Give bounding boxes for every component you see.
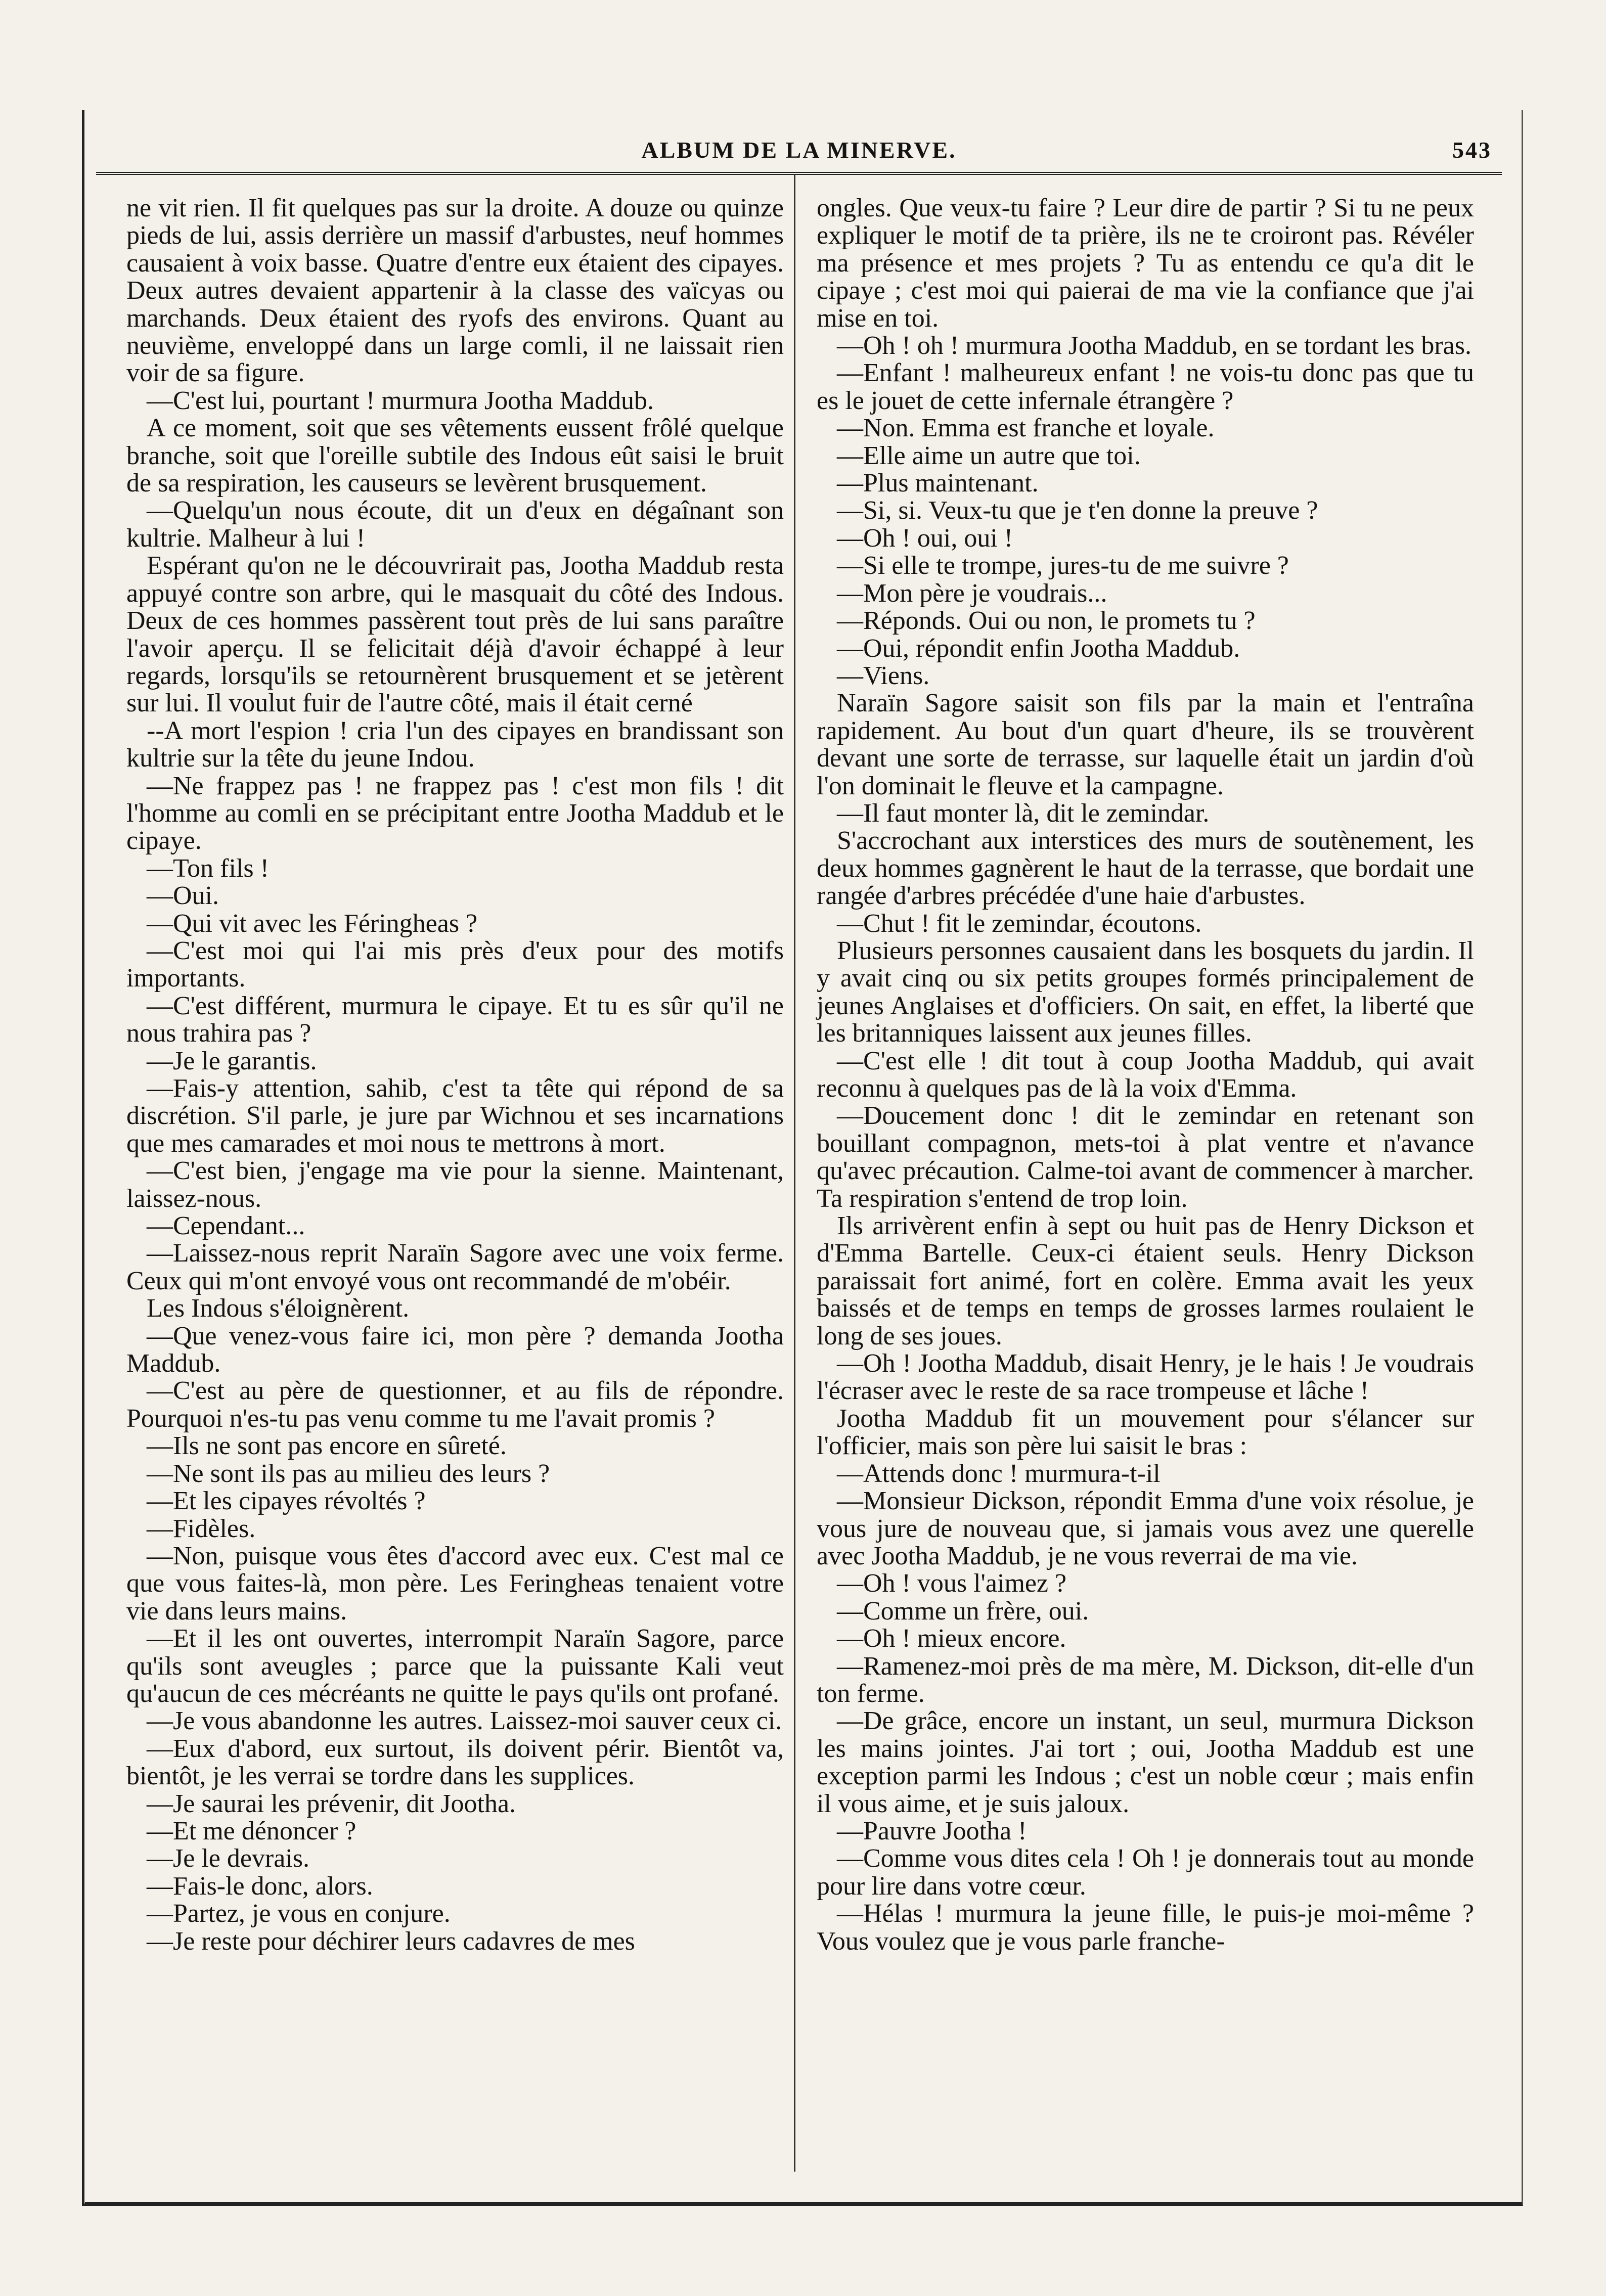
page-number: 543 — [1452, 137, 1492, 163]
paragraph: —Ramenez-moi près de ma mère, M. Dickson, dit-elle d'un ton ferme. — [817, 1651, 1474, 1708]
paragraph: —Eux d'abord, eux surtout, ils doivent périr. Bientôt va, bientôt, je les verrai se tordre dans les supplices. — [126, 1734, 784, 1791]
paragraph: Espérant qu'on ne le découvrirait pas, Jootha Maddub resta appuyé contre son arbre, qui le masquait du côté des Indous. Deux de ces hommes passèrent tout près de lui sans paraître l'avoir aperçu. Il se felicitait déjà d'avoir échappé à leur regards, lorsqu'ils se retournèrent brusquement et se jetèrent sur lui. Il voulut fuir de l'autre côté, mais il était cerné — [126, 551, 784, 718]
paragraph: —Plus maintenant. — [837, 469, 1039, 498]
paragraph: —Il faut monter là, dit le zemindar. — [837, 798, 1210, 828]
paragraph: —Je le garantis. — [147, 1046, 317, 1075]
paragraph: Naraïn Sagore saisit son fils par la main et l'entraîna rapidement. Au bout d'un quart d'heure, ils se trouvèrent devant une sorte de terrasse, sur laquelle était un jardin d'où l'on dominait le fleuve et la campagne. — [817, 689, 1474, 800]
paragraph: —Si elle te trompe, jures-tu de me suivre ? — [837, 551, 1289, 580]
paragraph: —De grâce, encore un instant, un seul, murmura Dickson les mains jointes. J'ai tort ; oui, Jootha Maddub est une exception parmi les Indous ; c'est un noble cœur ; mais enfin il vous aime, et je suis jaloux. — [817, 1706, 1474, 1818]
bottom-rule — [85, 2202, 1522, 2203]
paragraph: —Réponds. Oui ou non, le promets tu ? — [837, 606, 1256, 636]
paragraph: —Viens. — [837, 661, 930, 690]
paragraph: —Enfant ! malheureux enfant ! ne vois-tu donc pas que tu es le jouet de cette infernale étrangère ? — [817, 358, 1474, 415]
paragraph: A ce moment, soit que ses vêtements eussent frôlé quelque branche, soit que l'oreille subtile des Indous eût saisi le bruit de sa respiration, les causeurs se levèrent brusquement. — [126, 414, 784, 498]
paragraph: —Doucement donc ! dit le zemindar en retenant son bouillant compagnon, mets-toi à plat ventre et n'avance qu'avec précaution. Calme-toi avant de commencer à marcher. Ta respiration s'entend de trop loin. — [817, 1101, 1474, 1213]
paragraph: —Non. Emma est franche et loyale. — [837, 414, 1215, 443]
paragraph: —C'est moi qui l'ai mis près d'eux pour des motifs importants. — [126, 936, 784, 993]
paragraph: —Hélas ! murmura la jeune fille, le puis-je moi-même ? Vous voulez que je vous parle franche- — [817, 1899, 1474, 1956]
paragraph: —Oh ! mieux encore. — [837, 1624, 1066, 1653]
paragraph: —Je reste pour déchirer leurs cadavres de mes — [147, 1926, 635, 1956]
paragraph: —C'est bien, j'engage ma vie pour la sienne. Maintenant, laissez-nous. — [126, 1156, 784, 1213]
paragraph: —Ne frappez pas ! ne frappez pas ! c'est mon fils ! dit l'homme au comli en se précipitant entre Jootha Maddub et le cipaye. — [126, 771, 784, 856]
paragraph: —Oh ! oui, oui ! — [837, 523, 1013, 553]
paragraph: —Et les cipayes révoltés ? — [147, 1487, 426, 1516]
paragraph: —Et il les ont ouvertes, interrompit Naraïn Sagore, parce qu'ils sont aveugles ; parce que la puissante Kali veut qu'aucun de ces mécréants ne quitte le pays qu'ils ont profané. — [126, 1624, 784, 1708]
paragraph: —Oh ! Jootha Maddub, disait Henry, je le hais ! Je voudrais l'écraser avec le reste de sa race trompeuse et lâche ! — [817, 1349, 1474, 1406]
paragraph: —Comme un frère, oui. — [837, 1596, 1089, 1626]
paragraph: —Elle aime un autre que toi. — [837, 441, 1141, 470]
paragraph: —Oui, répondit enfin Jootha Maddub. — [837, 634, 1240, 663]
paragraph: —Oui. — [147, 881, 219, 911]
paragraph: —Laissez-nous reprit Naraïn Sagore avec une voix ferme. Ceux qui m'ont envoyé vous ont recommandé de m'obéir. — [126, 1239, 784, 1295]
paragraph: —Je saurai les prévenir, dit Jootha. — [147, 1789, 516, 1818]
paragraph: —Je le devrais. — [147, 1844, 310, 1873]
paragraph: —Quelqu'un nous écoute, dit un d'eux en dégaînant son kultrie. Malheur à lui ! — [126, 496, 784, 553]
paragraph: ne vit rien. Il fit quelques pas sur la droite. A douze ou quinze pieds de lui, assis derrière un massif d'arbustes, neuf hommes causaient à voix basse. Quatre d'entre eux étaient des cipayes. Deux autres devaient appartenir à la classe des vaïcyas ou marchands. Deux étaient des ryofs des environs. Quant au neuvième, enveloppé dans un large comli, il ne laissait rien voir de sa figure. — [126, 194, 784, 388]
paragraph: —Ne sont ils pas au milieu des leurs ? — [147, 1459, 550, 1488]
paragraph: —Ton fils ! — [147, 853, 269, 883]
paragraph: —Fais-le donc, alors. — [147, 1871, 373, 1901]
paragraph: —Attends donc ! murmura-t-il — [837, 1459, 1161, 1488]
paragraph: —Oh ! oh ! murmura Jootha Maddub, en se tordant les bras. — [837, 331, 1471, 361]
paragraph: —Comme vous dites cela ! Oh ! je donnerais tout au monde pour lire dans votre cœur. — [817, 1844, 1474, 1901]
paragraph: —Fais-y attention, sahib, c'est ta tête qui répond de sa discrétion. S'il parle, je jure par Wichnou et ses incarnations que mes camarades et moi nous te mettrons à mort. — [126, 1074, 784, 1158]
paragraph: —Chut ! fit le zemindar, écoutons. — [837, 909, 1202, 938]
left-column — [126, 195, 784, 1955]
paragraph: —C'est elle ! dit tout à coup Jootha Maddub, qui avait reconnu à quelques pas de là la voix d'Emma. — [817, 1046, 1474, 1103]
paragraph: —C'est au père de questionner, et au fils de répondre. Pourquoi n'es-tu pas venu comme tu me l'avait promis ? — [126, 1376, 784, 1433]
paragraph: —Et me dénoncer ? — [147, 1816, 356, 1845]
paragraph: —Partez, je vous en conjure. — [147, 1899, 451, 1928]
paragraph: —Que venez-vous faire ici, mon père ? demanda Jootha Maddub. — [126, 1321, 784, 1378]
paragraph: —Fidèles. — [147, 1514, 256, 1543]
paragraph: —Cependant... — [147, 1211, 305, 1241]
paragraph: —C'est lui, pourtant ! murmura Jootha Maddub. — [147, 386, 654, 415]
paragraph: Plusieurs personnes causaient dans les bosquets du jardin. Il y avait cinq ou six petits groupes formés principalement de jeunes Anglaises et d'officiers. On sait, en effet, la liberté que les britanniques laissent aux jeunes filles. — [817, 936, 1474, 1048]
running-header — [96, 121, 1502, 175]
paragraph: --A mort l'espion ! cria l'un des cipayes en brandissant son kultrie sur la tête du jeune Indou. — [126, 716, 784, 773]
paragraph: —Pauvre Jootha ! — [837, 1816, 1027, 1845]
paragraph: —Qui vit avec les Féringheas ? — [147, 909, 478, 938]
paragraph: —Mon père je voudrais... — [837, 578, 1107, 608]
paragraph: —Je vous abandonne les autres. Laissez-moi sauver ceux ci. — [147, 1706, 782, 1736]
paragraph: —Si, si. Veux-tu que je t'en donne la preuve ? — [837, 496, 1318, 525]
journal-title: ALBUM DE LA MINERVE. — [641, 137, 957, 163]
right-column — [817, 195, 1474, 1955]
paragraph: ongles. Que veux-tu faire ? Leur dire de partir ? Si tu ne peux expliquer le motif de ta prière, ils ne te croiront pas. Révéler ma présence et mes projets ? Tu as entendu ce qu'a dit le cipaye ; c'est moi qui paierai de ma vie la confiance que j'ai mise en toi. — [817, 194, 1474, 333]
paragraph: —C'est différent, murmura le cipaye. Et tu es sûr qu'il ne nous trahira pas ? — [126, 991, 784, 1048]
paragraph: Ils arrivèrent enfin à sept ou huit pas de Henry Dickson et d'Emma Bartelle. Ceux-ci étaient seuls. Henry Dickson paraissait fort animé, fort en colère. Emma avait les yeux baissés et de temps en temps de grosses larmes roulaient le long de ses joues. — [817, 1211, 1474, 1350]
column-divider — [794, 174, 795, 2172]
paragraph: Jootha Maddub fit un mouvement pour s'élancer sur l'officier, mais son père lui saisit le bras : — [817, 1404, 1474, 1461]
paragraph: —Ils ne sont pas encore en sûreté. — [147, 1431, 507, 1461]
paragraph: Les Indous s'éloignèrent. — [147, 1294, 410, 1323]
paragraph: —Non, puisque vous êtes d'accord avec eux. C'est mal ce que vous faites-là, mon père. Les Feringheas tenaient votre vie dans leurs mains. — [126, 1541, 784, 1626]
paragraph: S'accrochant aux interstices des murs de soutènement, les deux hommes gagnèrent le haut de la terrasse, que bordait une rangée d'arbres précédée d'une haie d'arbustes. — [817, 826, 1474, 911]
paragraph: —Monsieur Dickson, répondit Emma d'une voix résolue, je vous jure de nouveau que, si jamais vous avez une querelle avec Jootha Maddub, je ne vous reverrai de ma vie. — [817, 1487, 1474, 1570]
paragraph: —Oh ! vous l'aimez ? — [837, 1569, 1067, 1598]
